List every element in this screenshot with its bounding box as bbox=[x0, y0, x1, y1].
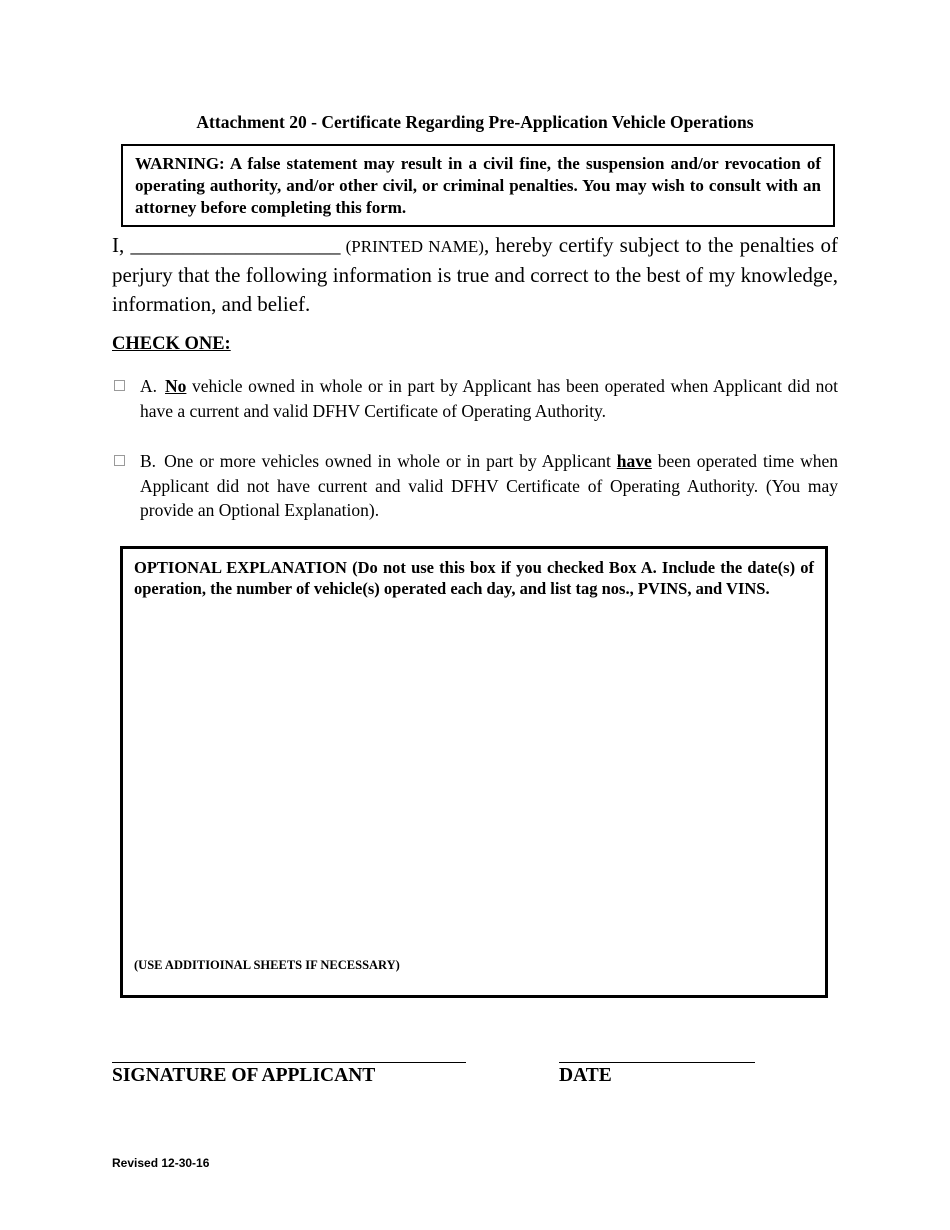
printed-name-field[interactable]: ____________________ bbox=[130, 233, 341, 257]
signature-line[interactable] bbox=[112, 1062, 466, 1063]
certify-text: , hereby certify subject to the penalties of perjury that the following information is true and correct to the best of my knowledge, information, and belief. bbox=[112, 233, 838, 316]
revision-note: Revised 12-30-16 bbox=[112, 1156, 210, 1170]
option-a-text bbox=[140, 374, 838, 423]
additional-sheets-note: (USE ADDITIOINAL SHEETS IF NECESSARY) bbox=[134, 958, 400, 972]
check-one-heading: CHECK ONE: bbox=[112, 334, 231, 354]
certification-statement bbox=[112, 231, 838, 319]
optional-explanation-box bbox=[120, 546, 828, 998]
option-b-checkbox[interactable] bbox=[114, 455, 125, 466]
option-a-body: vehicle owned in whole or in part by Applicant has been operated when Applicant did not have a current and valid DFHV Certificate of Operating Authority. bbox=[140, 376, 838, 421]
option-b-letter: B. bbox=[140, 451, 157, 471]
option-b-text bbox=[140, 449, 838, 523]
option-a-emphasis: No bbox=[165, 376, 187, 396]
certify-prefix: I, bbox=[112, 233, 131, 257]
option-a bbox=[112, 374, 838, 423]
printed-name-label: (PRINTED NAME) bbox=[340, 237, 484, 256]
optional-explanation-input[interactable] bbox=[134, 607, 814, 961]
option-b-pre: One or more vehicles owned in whole or in part by Applicant bbox=[164, 451, 617, 471]
option-b-body: been operated time when Applicant did not have current and valid DFHV Certificate of Operating Authority. (You may provide an Optional Explanation). bbox=[140, 451, 838, 520]
option-b-emphasis: have bbox=[616, 451, 652, 471]
optional-explanation-heading: OPTIONAL EXPLANATION (Do not use this box if you checked Box A. Include the date(s) of operation, the number of vehicle(s) operated each day, and list tag nos., PVINS, and VINS. bbox=[134, 558, 814, 598]
date-label: DATE bbox=[559, 1065, 612, 1086]
warning-box: WARNING: A false statement may result in a civil fine, the suspension and/or revocation of operating authority, and/or other civil, or criminal penalties. You may wish to consult with an attorney before completing this form. bbox=[121, 144, 835, 227]
page-title: Attachment 20 - Certificate Regarding Pre-Application Vehicle Operations bbox=[196, 112, 754, 132]
option-a-letter: A. bbox=[140, 376, 158, 396]
signature-label: SIGNATURE OF APPLICANT bbox=[112, 1065, 376, 1086]
option-a-checkbox[interactable] bbox=[114, 380, 125, 391]
option-b bbox=[112, 449, 838, 523]
date-line[interactable] bbox=[559, 1062, 755, 1063]
